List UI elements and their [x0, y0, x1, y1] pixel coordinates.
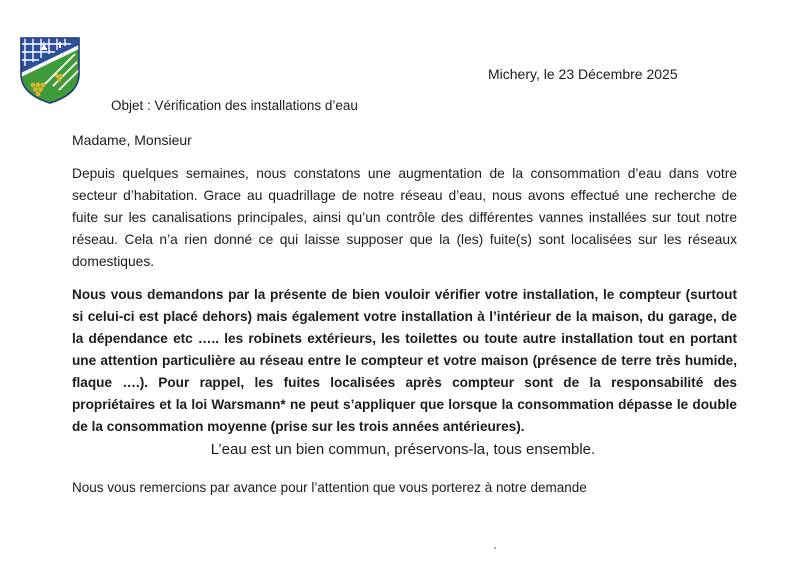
scan-speck	[494, 547, 496, 549]
coat-of-arms-icon	[19, 36, 81, 104]
body-paragraph-2: Nous vous demandons par la présente de bien vouloir vérifier votre installation, le compteur (surtout si celui-ci est placé dehors) mais également votre installation à l’intérieur de la maison, du garage, de la dépendance etc ….. les robinets extérieurs, les toilettes ou toute autre installation tout en portant une attention particulière au réseau entre le compteur et votre maison (présence de terre très humide, flaque ….). Pour rappel, les fuites localisées après compteur sont de la responsabilité des propriétaires et la loi Warsmann* ne peut s’appliquer que lorsque la consommation dépasse le double de la consommation moyenne (prise sur les trois années antérieures).	[72, 287, 737, 434]
letter-salutation: Madame, Monsieur	[72, 132, 192, 148]
letter-motto: L’eau est un bien commun, préservons-la, tous ensemble.	[210, 441, 596, 458]
body-paragraph-1: Depuis quelques semaines, nous constatons une augmentation de la consommation d’eau dans votre secteur d’habitation. Grace au quadrillage de notre réseau d’eau, nous avons effectué une recherche de fuite sur les canalisations principales, ainsi qu’un contrôle des différentes vannes installées sur tout notre réseau. Cela n’a rien donné ce qui laisse supposer que la (les) fuite(s) sont localisées sur les réseaux domestiques.	[72, 166, 737, 269]
letter-date: Michery, le 23 Décembre 2025	[488, 66, 678, 82]
letter-subject: Objet : Vérification des installations d’eau	[111, 98, 358, 113]
letter-closing: Nous vous remercions par avance pour l’attention que vous porterez à notre demande	[72, 480, 587, 495]
